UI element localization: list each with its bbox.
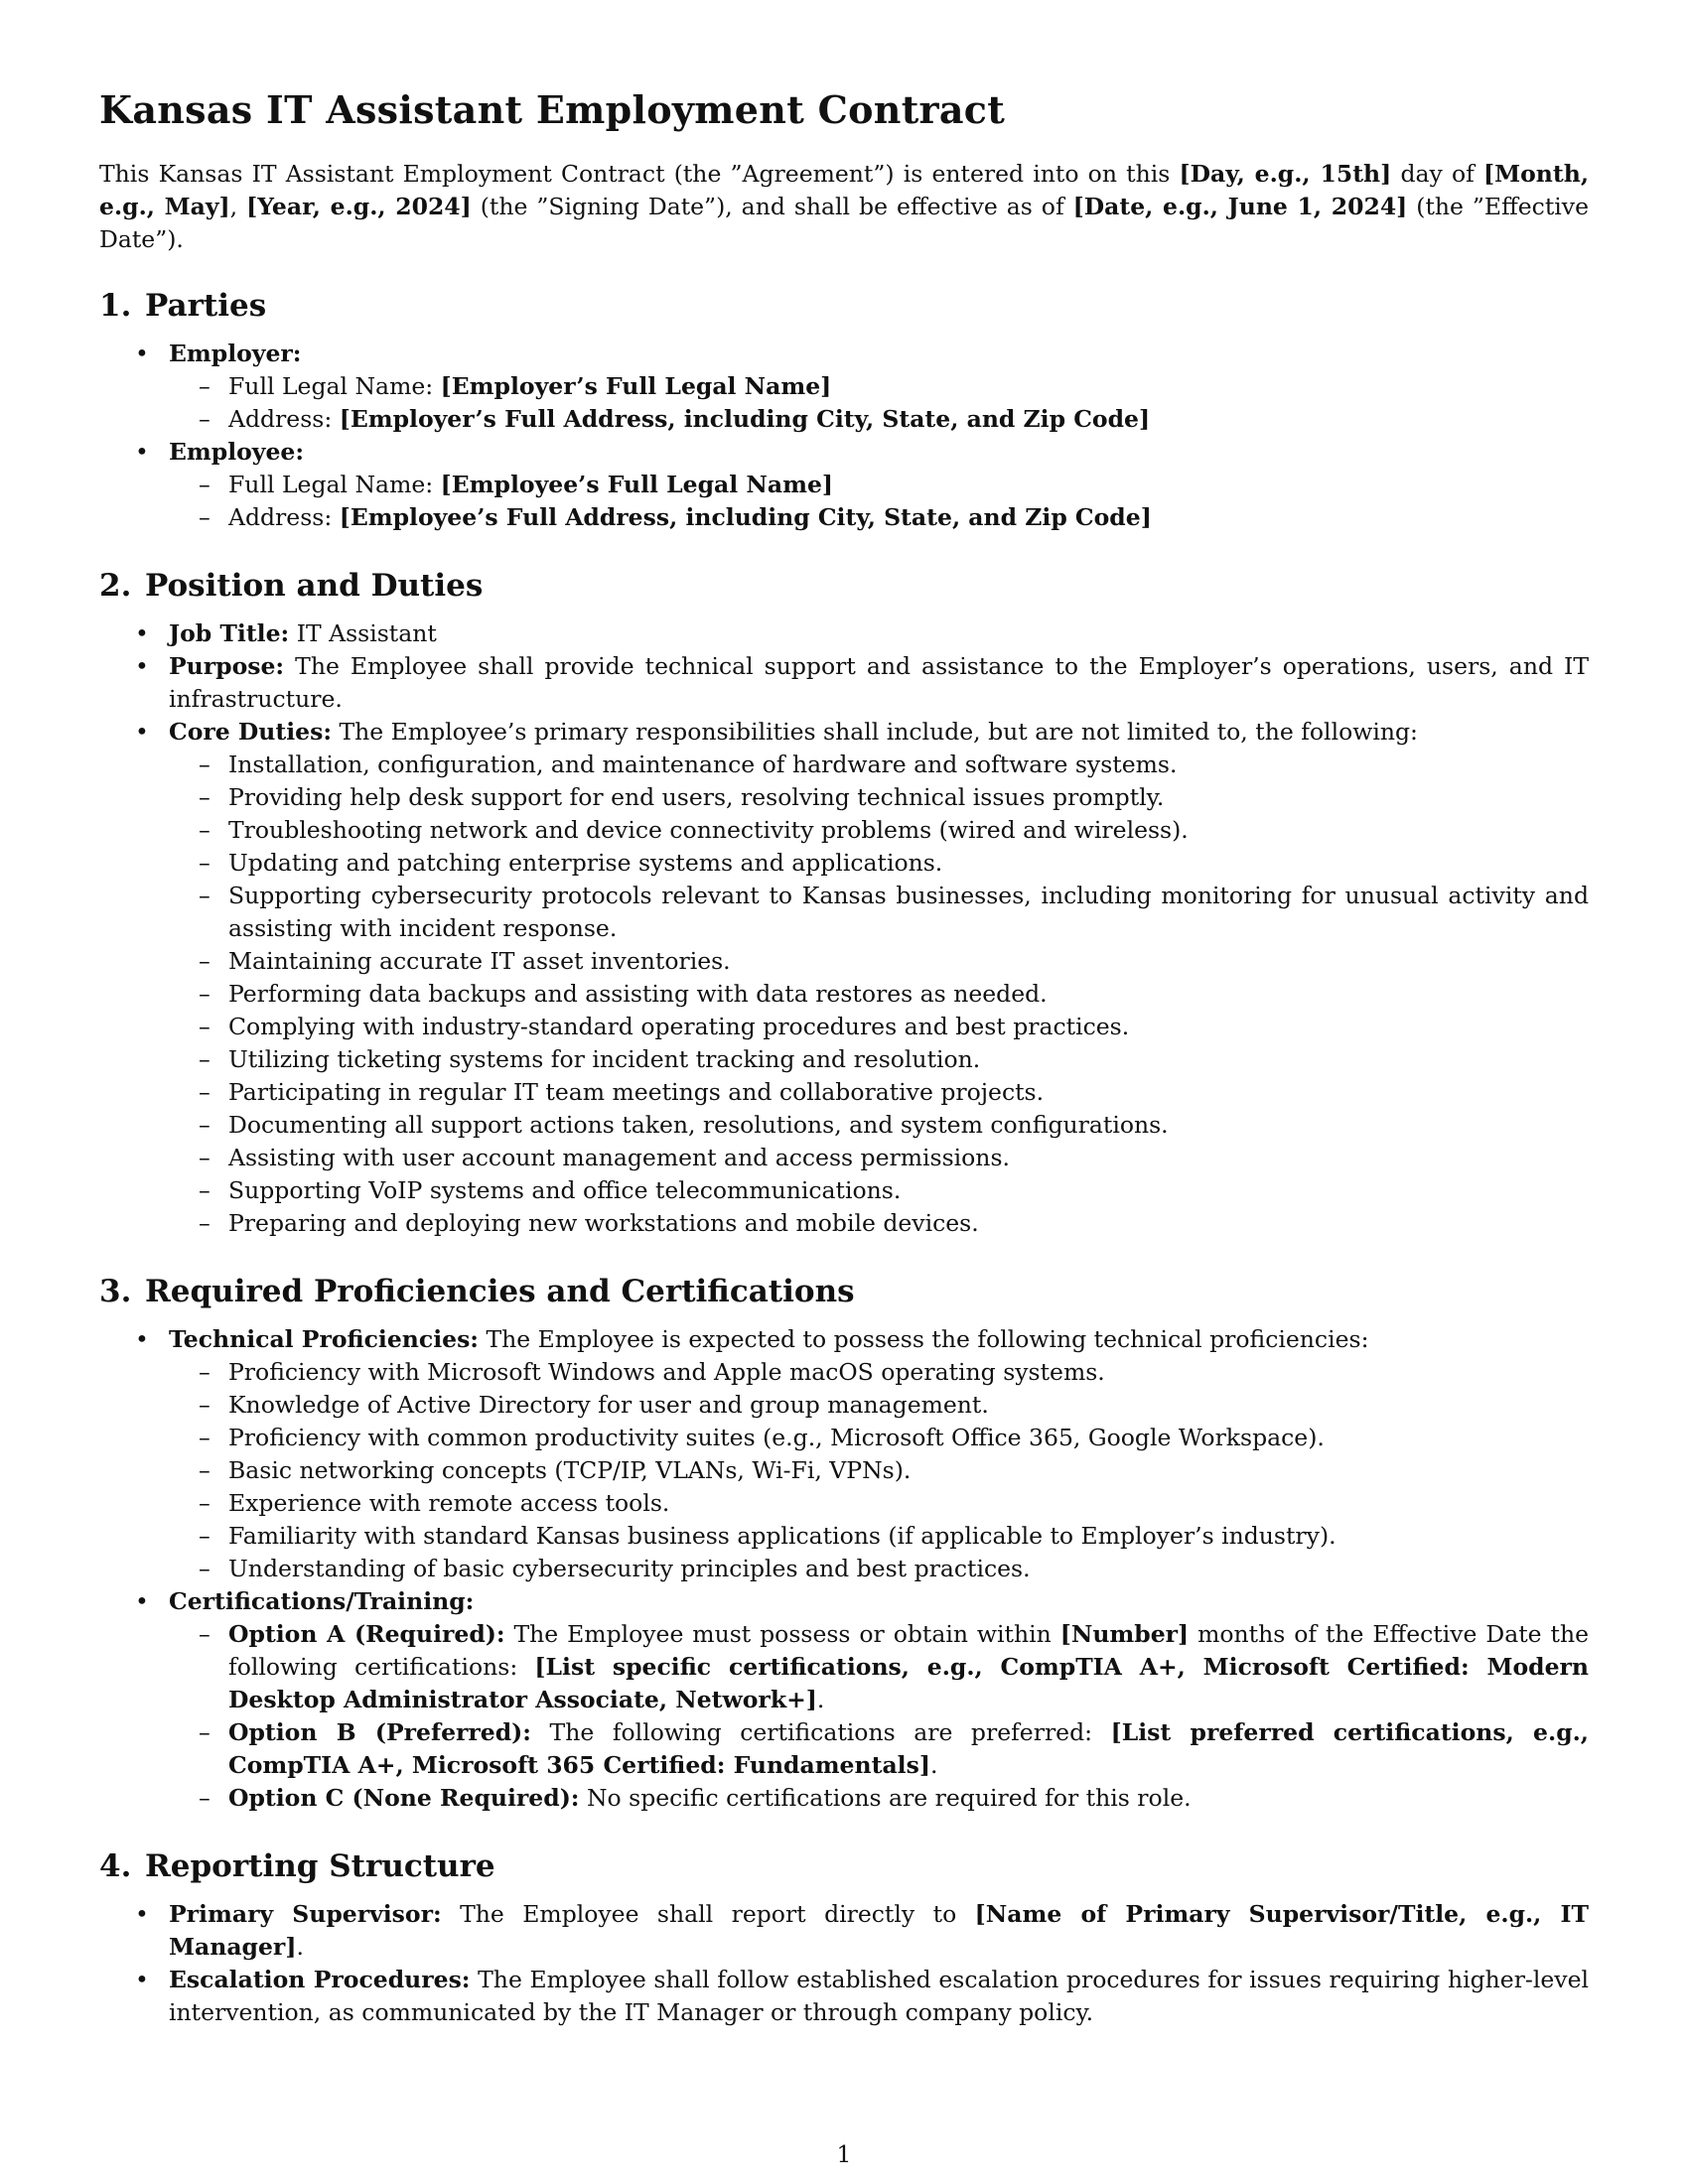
intro-text: day of: [1391, 160, 1483, 188]
option-text: No specific certifications are required for this role.: [579, 1784, 1192, 1812]
duties-list: [169, 749, 1589, 1240]
list-item: [99, 650, 1589, 716]
core-duties-label: Core Duties:: [169, 718, 332, 746]
duty-item: – Documenting all support actions taken, resolutions, and system configurations.: [169, 1109, 1589, 1142]
technical-proficiencies-label: Technical Proficiencies:: [169, 1325, 479, 1353]
section-number: 2.: [99, 568, 132, 604]
duty-item: – Performing data backups and assisting with data restores as needed.: [169, 978, 1589, 1011]
duty-item: – Installation, configuration, and maintenance of hardware and software systems.: [169, 749, 1589, 781]
intro-text: (the ”Effective Date”).: [99, 193, 1589, 253]
technical-proficiencies-text: The Employee is expected to possess the following technical proficiencies:: [478, 1325, 1369, 1353]
option-a-item: [169, 1618, 1589, 1716]
document-page: [99, 87, 1589, 2063]
option-b-item: [169, 1716, 1589, 1782]
duty-item: – Utilizing ticketing systems for incident tracking and resolution.: [169, 1043, 1589, 1076]
duty-item: – Providing help desk support for end users, resolving technical issues promptly.: [169, 781, 1589, 814]
proficiency-item: – Understanding of basic cybersecurity principles and best practices.: [169, 1553, 1589, 1585]
intro-text: ,: [229, 193, 247, 220]
employer-name-placeholder: [Employer’s Full Legal Name]: [440, 372, 832, 400]
duty-item: – Supporting cybersecurity protocols relevant to Kansas businesses, including monitoring for unusual activity and assisting with incident response.: [169, 880, 1589, 945]
field-label: Full Legal Name:: [228, 471, 441, 498]
section-title: Reporting Structure: [145, 1848, 495, 1884]
proficiency-item: – Experience with remote access tools.: [169, 1487, 1589, 1520]
field-label: Address:: [228, 405, 340, 433]
year-placeholder: [Year, e.g., 2024]: [246, 193, 472, 220]
option-text: .: [929, 1751, 938, 1779]
supervisor-text: .: [296, 1933, 304, 1961]
job-title-value: IT Assistant: [289, 619, 437, 647]
proficiency-item: – Proficiency with common productivity suites (e.g., Microsoft Office 365, Google Workspace).: [169, 1422, 1589, 1454]
section-heading-parties: [99, 288, 1589, 324]
duty-item: – Updating and patching enterprise systems and applications.: [169, 847, 1589, 880]
option-b-label: Option B (Preferred):: [228, 1718, 531, 1746]
employer-address-placeholder: [Employer’s Full Address, including City, State, and Zip Code]: [339, 405, 1151, 433]
proficiencies-list: [99, 1323, 1589, 1815]
section-number: 4.: [99, 1848, 132, 1884]
option-text: The Employee must possess or obtain within: [504, 1620, 1060, 1648]
duty-item: – Troubleshooting network and device connectivity problems (wired and wireless).: [169, 814, 1589, 847]
list-item: [99, 338, 1589, 436]
proficiency-item: – Proficiency with Microsoft Windows and Apple macOS operating systems.: [169, 1356, 1589, 1389]
effective-date-placeholder: [Date, e.g., June 1, 2024]: [1072, 193, 1408, 220]
employee-address-placeholder: [Employee’s Full Address, including City, State, and Zip Code]: [339, 503, 1152, 531]
duty-item: – Preparing and deploying new workstations and mobile devices.: [169, 1207, 1589, 1240]
section-title: Required Proficiencies and Certifications: [145, 1274, 855, 1309]
primary-supervisor-label: Primary Supervisor:: [169, 1900, 442, 1928]
list-item: [99, 1964, 1589, 2029]
position-list: [99, 617, 1589, 1240]
option-a-label: Option A (Required):: [228, 1620, 505, 1648]
section-title: Parties: [145, 288, 267, 324]
option-text: .: [816, 1686, 825, 1713]
option-c-label: Option C (None Required):: [228, 1784, 580, 1812]
purpose-label: Purpose:: [169, 652, 285, 680]
certifications-label: Certifications/Training:: [169, 1587, 475, 1615]
intro-text: This Kansas IT Assistant Employment Contract (the ”Agreement”) is entered into on this: [99, 160, 1180, 188]
day-placeholder: [Day, e.g., 15th]: [1179, 160, 1392, 188]
duty-item: – Supporting VoIP systems and office telecommunications.: [169, 1174, 1589, 1207]
option-text: months of the Effective Date the following certifications:: [228, 1620, 1589, 1681]
option-text: The following certifications are preferred:: [530, 1718, 1111, 1746]
reporting-list: [99, 1898, 1589, 2029]
escalation-label: Escalation Procedures:: [169, 1966, 471, 1993]
list-item: [99, 617, 1589, 650]
month-placeholder: [Month, e.g., May]: [99, 160, 1589, 220]
escalation-text: The Employee shall follow established escalation procedures for issues requiring higher-level intervention, as communicated by the IT Manager or through company policy.: [169, 1966, 1589, 2026]
proficiency-item: – Knowledge of Active Directory for user and group management.: [169, 1389, 1589, 1422]
required-certifications-placeholder: [List specific certifications, e.g., CompTIA A+, Microsoft Certified: Modern Desktop Administrator Associate, Network+]: [228, 1653, 1589, 1713]
duty-item: – Complying with industry-standard operating procedures and best practices.: [169, 1011, 1589, 1043]
certification-options: [169, 1618, 1589, 1815]
section-heading-proficiencies: [99, 1274, 1589, 1309]
option-c-item: [169, 1782, 1589, 1815]
intro-paragraph: [99, 158, 1589, 256]
duty-item: – Participating in regular IT team meetings and collaborative projects.: [169, 1076, 1589, 1109]
list-item: [99, 716, 1589, 1240]
preferred-certifications-placeholder: [List preferred certifications, e.g., CompTIA A+, Microsoft 365 Certified: Fundamentals]: [228, 1718, 1589, 1779]
number-placeholder: [Number]: [1059, 1620, 1190, 1648]
section-number: 3.: [99, 1274, 132, 1309]
employer-label: Employer:: [169, 340, 302, 367]
list-item: [169, 403, 1589, 436]
employee-label: Employee:: [169, 438, 305, 466]
duty-item: – Assisting with user account management and access permissions.: [169, 1142, 1589, 1174]
section-heading-position: [99, 568, 1589, 604]
intro-text: (the ”Signing Date”), and shall be effective as of: [471, 193, 1073, 220]
list-item: [99, 1898, 1589, 1964]
page-number: 1: [836, 2140, 852, 2168]
section-title: Position and Duties: [145, 568, 484, 604]
list-item: [99, 1323, 1589, 1585]
list-item: [99, 436, 1589, 534]
supervisor-text: The Employee shall report directly to: [441, 1900, 975, 1928]
core-duties-text: The Employee’s primary responsibilities shall include, but are not limited to, the following:: [332, 718, 1418, 746]
list-item: [169, 501, 1589, 534]
list-item: [169, 469, 1589, 501]
section-heading-reporting: [99, 1848, 1589, 1884]
employee-name-placeholder: [Employee’s Full Legal Name]: [440, 471, 834, 498]
proficiency-items: [169, 1356, 1589, 1585]
supervisor-placeholder: [Name of Primary Supervisor/Title, e.g., IT Manager]: [169, 1900, 1590, 1961]
document-title: Kansas IT Assistant Employment Contract: [99, 87, 1006, 132]
job-title-label: Job Title:: [169, 619, 290, 647]
field-label: Address:: [228, 503, 340, 531]
proficiency-item: – Familiarity with standard Kansas business applications (if applicable to Employer’s industry).: [169, 1520, 1589, 1553]
list-item: [99, 1585, 1589, 1815]
duty-item: – Maintaining accurate IT asset inventories.: [169, 945, 1589, 978]
parties-list: [99, 338, 1589, 534]
field-label: Full Legal Name:: [228, 372, 441, 400]
proficiency-item: – Basic networking concepts (TCP/IP, VLANs, Wi-Fi, VPNs).: [169, 1454, 1589, 1487]
employer-details: [169, 370, 1589, 436]
section-number: 1.: [99, 288, 132, 324]
purpose-text: The Employee shall provide technical support and assistance to the Employer’s operations, users, and IT infrastructure.: [169, 652, 1589, 713]
list-item: [169, 370, 1589, 403]
employee-details: [169, 469, 1589, 534]
